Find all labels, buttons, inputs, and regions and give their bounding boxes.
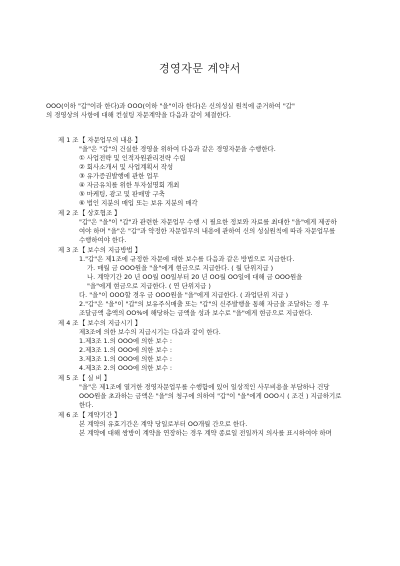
article-number: 제 5 조	[58, 374, 79, 382]
article-line: "을"에게 현금으로 지급한다. ( 연 단위지급 )	[87, 282, 211, 290]
article-line: 2."갑"은 "을"이 "갑"의 보유주식매출 또는 "갑"의 신주발행을 통해 자금을 조달하는 경 우	[79, 300, 329, 308]
article-number: 제 4 조	[58, 319, 79, 327]
article-line: 제3조에 의한 보수의 지급시기는 다음과 같이 한다.	[79, 328, 221, 336]
article-heading	[58, 374, 378, 383]
article-line: "을"은 제1조에 열거한 경영자문업무를 수행함에 있어 일상적인 사무비용을 부담하나 건당	[79, 383, 330, 391]
article-3	[58, 246, 378, 319]
intro-line: OOO(이하 "갑"이라 한다)과 OOO(이하 "을"이라 한다)은 신의성실 원칙에 준거하여 "갑"	[46, 102, 295, 110]
article-1	[58, 136, 378, 209]
article-line: 본 계약의 유효기간은 계약 당일로부터 OO개월 간으로 한다.	[79, 420, 248, 428]
article-number: 제 3 조	[58, 246, 79, 254]
article-heading	[58, 209, 378, 218]
article-body	[58, 218, 378, 245]
intro-paragraph	[46, 102, 366, 120]
article-line: 1."갑"은 제1조에 규정한 자문에 대한 보수를 다음과 같은 방법으로 지급한다.	[79, 255, 295, 263]
article-line: 여야 하며 "을"은 "갑"과 약정한 자문업무의 내용에 관하여 신의 성실원칙에 따라 자문업무를	[79, 227, 336, 235]
article-6	[58, 411, 378, 439]
article-body	[58, 383, 378, 410]
article-line: 나. 계약기간 20 년 OO월 OO일부터 20 년 OO월 OO일에 대해 금 OOO원을	[87, 273, 303, 281]
article-line: ④ 자금유치를 위한 투자설명회 개최	[79, 181, 180, 189]
article-number: 제 1 조	[58, 136, 79, 144]
article-title: 【 자문업무의 내용 】	[79, 136, 142, 144]
article-title: 【 실 비 】	[79, 374, 111, 382]
article-line: 본 계약에 대해 쌍방이 계약을 연장하는 경우 계약 종료일 전일까지 의사를 표시하여야 하며	[79, 429, 332, 437]
articles-list	[58, 136, 378, 439]
article-heading	[58, 319, 378, 328]
article-line: 한다.	[79, 401, 94, 409]
article-heading	[58, 136, 378, 145]
article-2	[58, 209, 378, 246]
article-title: 【 계약기간 】	[79, 411, 121, 419]
article-body	[58, 328, 378, 373]
article-body	[58, 420, 378, 438]
article-line: ② 회사소개서 및 사업계획서 작성	[79, 163, 174, 171]
article-heading	[58, 411, 378, 420]
article-heading	[58, 246, 378, 255]
article-line: "을"은 "갑"의 건실한 경영을 위하여 다음과 같은 경영자문을 수행한다.	[79, 145, 276, 153]
article-line: 3.제3조 1.의 OOO에 의한 보수 :	[79, 355, 173, 363]
article-4	[58, 319, 378, 374]
article-line: ⑤ 마케팅, 광고 및 판매망 구축	[79, 190, 165, 198]
article-line: 1.제3조 1.의 OOO에 의한 보수 :	[79, 337, 173, 345]
article-line: 수행하여야 한다.	[79, 236, 127, 244]
article-line: OOO원을 초과하는 금액은 "을"의 청구에 의하여 "갑"이 "을"에게 OOO시 ( 조건 ) 지급하기로	[79, 392, 342, 400]
article-5	[58, 374, 378, 411]
article-line: 다. "을"이 OOO할 경우 금 OOO원을 "을"에게 지급한다. ( 과업단위 지급 )	[79, 291, 289, 299]
article-line: ① 사업전략 및 인적자원관리전략 수립	[79, 154, 186, 162]
article-title: 【 보수의 지급시기 】	[79, 319, 142, 327]
intro-line: 의 경영상의 사항에 대해 컨설팅 자문계약을 다음과 같이 체결한다.	[46, 111, 231, 119]
article-title: 【 보수의 지급방법 】	[79, 246, 142, 254]
article-line: ⑥ 법인 지분의 매입 또는 보유 지분의 매각	[79, 199, 198, 207]
article-line: ③ 유가증권발행에 관한 업무	[79, 172, 159, 180]
article-line: 조달금액 총액의 OO%에 해당하는 금액을 성과 보수로 "을"에게 현금으로 지급한다.	[79, 309, 313, 317]
article-line: "갑"은 "을"이 "갑"과 관련한 자문업무 수행 시 필요한 정보와 자료를 최대한 "을"에게 제공하	[79, 218, 337, 226]
article-number: 제 6 조	[58, 411, 79, 419]
article-title: 【 상호협조 】	[79, 209, 121, 217]
article-line: 2.제3조 1.의 OOO에 의한 보수 :	[79, 346, 173, 354]
article-line: 가. 매월 금 OOO원을 "을"에게 현금으로 지급한다. ( 월 단위지급 )	[87, 264, 274, 272]
article-line: 4.제3조 2.의 OOO에 의한 보수 :	[79, 364, 173, 372]
article-body	[58, 145, 378, 208]
article-body	[58, 255, 378, 318]
article-number: 제 2 조	[58, 209, 79, 217]
document-title: 경영자문 계약서	[159, 62, 241, 75]
